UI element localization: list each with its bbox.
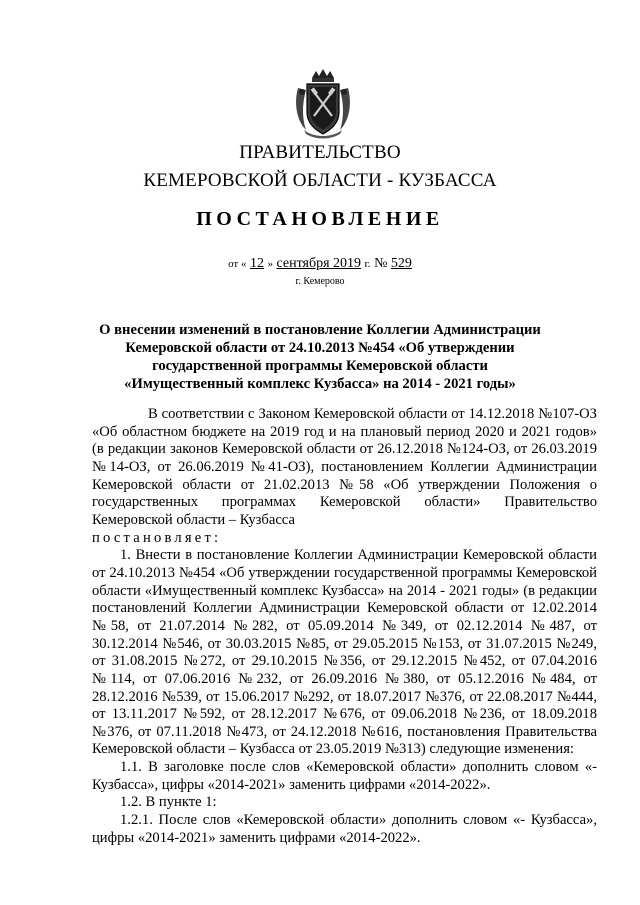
document-type-heading: ПОСТАНОВЛЕНИЕ [196,208,444,230]
date-day: 12 [250,256,264,271]
coat-of-arms-icon [294,68,352,140]
item-1-2-1-paragraph: 1.2.1. После слов «Кемеровской области» дополнить словом «- Кузбасса», цифры «2014-2021» заменить цифрами «2014-2022». [92,812,597,846]
item-1-1-paragraph: 1.1. В заголовке после слов «Кемеровской области» дополнить словом «- Кузбасса», цифры «2014-2021» заменить цифрами «2014-2022». [92,759,597,793]
government-name-line1: ПРАВИТЕЛЬСТВО [239,142,401,163]
decree-number: 529 [390,256,412,271]
year-suffix: г. [364,258,371,270]
number-prefix: № [374,256,388,271]
date-month-year: сентября 2019 [276,256,362,271]
document-body [92,406,597,847]
resolves-word: постановляет: [92,529,222,546]
date-number-line [0,256,640,272]
city-name: г. Кемерово [295,276,345,287]
item-1-paragraph: 1. Внести в постановление Коллегии Администрации Кемеровской области от 24.10.2013 №454 «Об утверждении государственной программы Кемеровской области «Имущественный комплекс Кузбасса» на 2014 - 2021 годы» (в редакции постановлений Коллегии Администрации Кемеровской области от 12.02.2014 №58, от 21.07.2014 №282, от 05.09.2014 №349, от 02.12.2014 №487, от 30.12.2014 №546, от 30.03.2015 №85, от 29.05.2015 №153, от 31.07.2015 №249, от 31.08.2015 №272, от 29.10.2015 №356, от 29.12.2015 №452, от 07.04.2016 №114, от 07.06.2016 №232, от 26.09.2016 №380, от 05.12.2016 №484, от 28.12.2016 №539, от 15.06.2017 №292, от 18.07.2017 №376, от 22.08.2017 №444, от 13.11.2017 №592, от 28.12.2017 №676, от 09.06.2018 №236, от 18.09.2018 №376, от 07.11.2018 №473, от 24.12.2018 №616, постановления Правительства Кемеровской области – Кузбасса от 23.05.2019 №313) следующие изменения: [92,547,597,758]
date-prefix: от « [228,258,247,270]
coat-of-arms-emblem [294,68,352,140]
document-title: О внесении изменений в постановление Коллегии Администрации Кемеровской области от 24.10.2013 №454 «Об утверждении государственной программы Кемеровской области «Имущественный комплекс Кузбасса» на 2014 - 2021 годы» [99,322,541,392]
date-mid: » [267,258,273,270]
government-name-line2: КЕМЕРОВСКОЙ ОБЛАСТИ - КУЗБАССА [143,170,497,191]
item-1-2-paragraph: 1.2. В пункте 1: [120,794,217,811]
preamble-paragraph: В соответствии с Законом Кемеровской области от 14.12.2018 №107-ОЗ «Об областном бюджете на 2019 год и на плановый период 2020 и 2021 годов» (в редакции законов Кемеровской области от 26.12.2018 №124-ОЗ, от 26.03.2019 №14-ОЗ, от 26.06.2019 №41-ОЗ), постановлением Коллегии Администрации Кемеровской области от 21.02.2013 №58 «Об утверждении Положения о государственных программах Кемеровской области» Правительство Кемеровской области – Кузбасса [92,406,597,528]
